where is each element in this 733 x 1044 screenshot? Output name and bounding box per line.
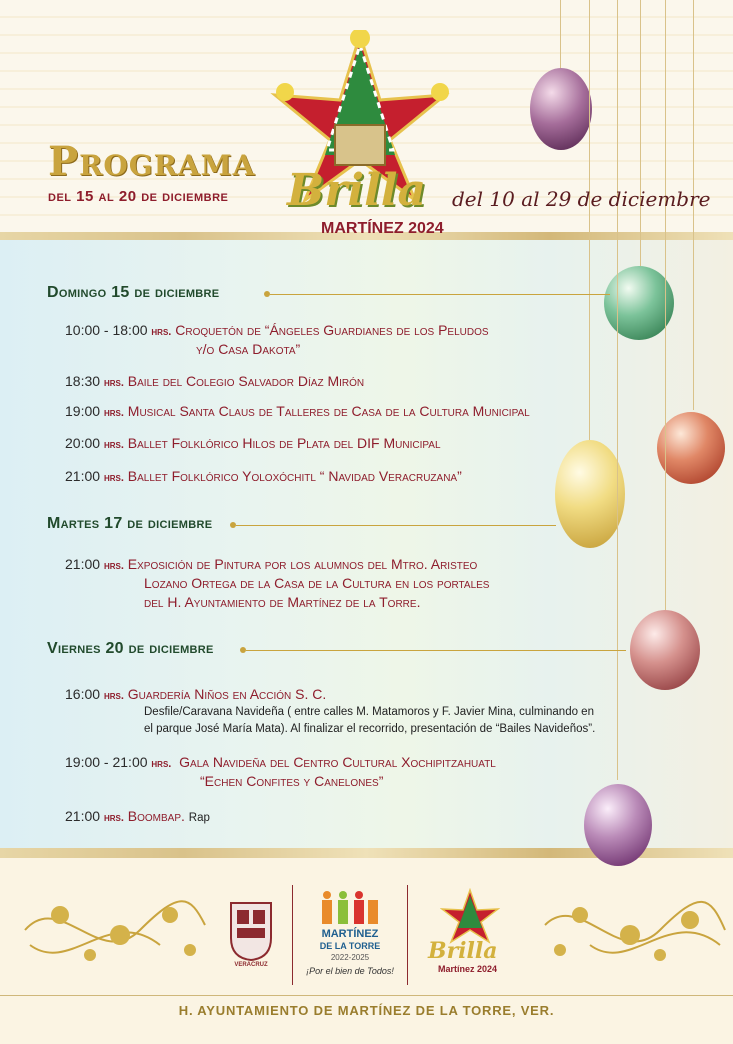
purple-ornament-top bbox=[530, 68, 592, 150]
event-item-continuation: “Echen Confites y Canelones” bbox=[200, 773, 384, 789]
event-item-continuation: y/o Casa Dakota” bbox=[196, 341, 301, 357]
event-item-continuation: Lozano Ortega de la Casa de la Cultura en los portales bbox=[144, 575, 490, 591]
event-item-continuation: del H. Ayuntamiento de Martínez de la Torre. bbox=[144, 594, 421, 610]
brilla-logo-word: Brilla bbox=[287, 165, 427, 216]
brilla-small-city: Martínez 2024 bbox=[438, 964, 498, 974]
ornament-string bbox=[589, 0, 590, 440]
event-item: 21:00 hrs. Ballet Folklórico Yoloxóchitl “ Navidad Veracruzana” bbox=[65, 468, 462, 484]
footer-divider bbox=[407, 885, 408, 985]
floral-ornament-right-icon bbox=[540, 885, 730, 975]
event-item: 21:00 hrs. Boombap. Rap bbox=[65, 808, 210, 824]
event-item: 10:00 - 18:00 hrs. Croquetón de “Ángeles Guardianes de los Peludos bbox=[65, 322, 489, 338]
brilla-logo bbox=[265, 30, 455, 240]
section-divider-line bbox=[246, 650, 626, 651]
martinez-logo-slogan: ¡Por el bien de Todos! bbox=[306, 966, 394, 976]
footer-institution: H. AYUNTAMIENTO DE MARTÍNEZ DE LA TORRE, VER. bbox=[178, 1003, 555, 1018]
section-day-sunday: Domingo 15 de diciembre bbox=[47, 284, 220, 301]
pink-ornament bbox=[630, 610, 700, 690]
martinez-logo-sub: DE LA TORRE bbox=[319, 941, 381, 951]
footer-divider bbox=[292, 885, 293, 985]
event-note: Desfile/Caravana Navideña ( entre calles M. Matamoros y F. Javier Mina, culminando en bbox=[144, 706, 594, 718]
ornament-string bbox=[617, 0, 618, 780]
section-day-friday: Viernes 20 de diciembre bbox=[47, 640, 214, 657]
event-item: 16:00 hrs. Guardería Niños en Acción S. C. bbox=[65, 686, 327, 702]
martinez-people-logo-icon bbox=[320, 890, 380, 926]
brilla-logo-city: MARTÍNEZ 2024 bbox=[321, 220, 444, 237]
section-divider-line bbox=[270, 294, 610, 295]
event-item: 19:00 - 21:00 hrs. Gala Navideña del Centro Cultural Xochipitzahuatl bbox=[65, 754, 496, 770]
green-ornament bbox=[604, 266, 674, 340]
festival-dates: del 10 al 29 de diciembre bbox=[452, 187, 711, 211]
section-day-tuesday: Martes 17 de diciembre bbox=[47, 515, 213, 532]
event-item: 18:30 hrs. Baile del Colegio Salvador Díaz Mirón bbox=[65, 373, 365, 389]
program-title: Programa bbox=[48, 138, 256, 185]
municipal-shield-icon bbox=[228, 900, 274, 962]
shield-caption: VERACRUZ bbox=[234, 962, 268, 968]
gold-ornament bbox=[555, 440, 625, 548]
ornament-string bbox=[560, 0, 561, 70]
violet-ornament bbox=[584, 784, 652, 866]
event-note: el parque José María Mata). Al finalizar el recorrido, presentación de “Bailes Navideños”. bbox=[144, 723, 596, 735]
ornament-string bbox=[665, 0, 666, 610]
red-ornament bbox=[657, 412, 725, 484]
ornament-string bbox=[640, 0, 641, 270]
event-item: 21:00 hrs. Exposición de Pintura por los alumnos del Mtro. Aristeo bbox=[65, 556, 478, 572]
section-divider-line bbox=[236, 525, 556, 526]
program-date-range: del 15 al 20 de diciembre bbox=[48, 188, 229, 205]
footer-rule bbox=[0, 995, 733, 996]
event-item: 19:00 hrs. Musical Santa Claus de Talleres de Casa de la Cultura Municipal bbox=[65, 403, 530, 419]
martinez-logo-name: MARTÍNEZ bbox=[321, 928, 379, 940]
event-item: 20:00 hrs. Ballet Folklórico Hilos de Plata del DIF Municipal bbox=[65, 435, 441, 451]
brilla-small-word: Brilla bbox=[428, 938, 498, 964]
floral-ornament-left-icon bbox=[20, 885, 210, 975]
martinez-logo-years: 2022-2025 bbox=[330, 953, 370, 962]
